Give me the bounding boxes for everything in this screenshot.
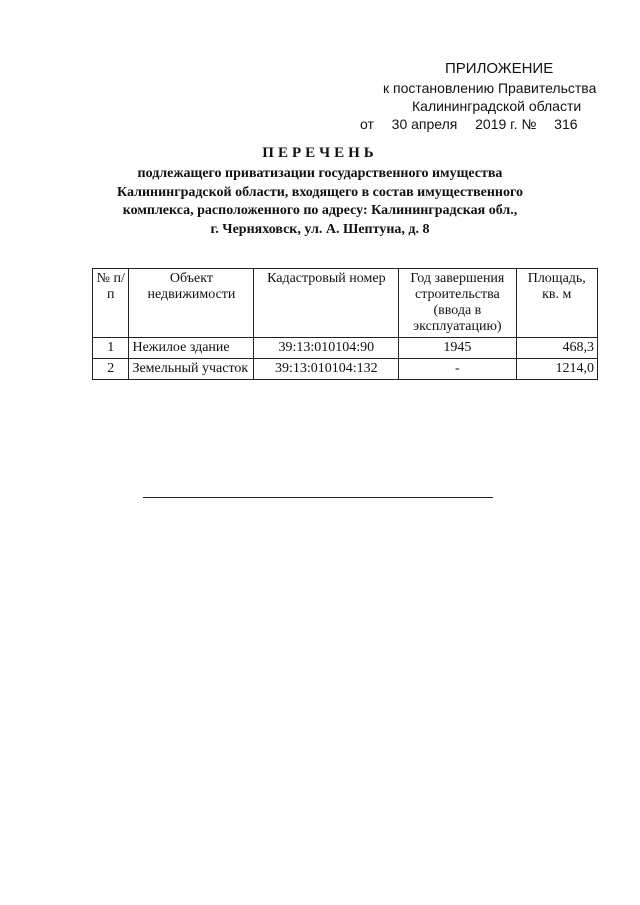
document-title: ПЕРЕЧЕНЬ	[262, 145, 378, 161]
subtitle-line: г. Черняховск, ул. А. Шептуна, д. 8	[210, 221, 430, 237]
document-subtitle	[100, 165, 540, 239]
cell-year: 1945	[399, 338, 516, 359]
cell-year: -	[399, 359, 516, 380]
date-day-month: 30 апреля	[391, 116, 458, 132]
cell-number: 1	[93, 338, 129, 359]
column-header-area: Площадь, кв. м	[516, 269, 597, 338]
column-header-year: Год завершения строительства (ввода в эксплуатацию)	[399, 269, 516, 338]
appendix-region-line: Калининградской области	[412, 98, 582, 114]
table-header-row	[93, 269, 598, 338]
appendix-label: ПРИЛОЖЕНИЕ	[445, 60, 554, 77]
table-row	[93, 338, 598, 359]
subtitle-line: Калининградской области, входящего в состав имущественного	[117, 184, 523, 200]
column-header-number: № п/п	[93, 269, 129, 338]
table-row	[93, 359, 598, 380]
number-label: №	[521, 116, 537, 132]
appendix-date-line	[360, 115, 578, 133]
subtitle-line: комплекса, расположенного по адресу: Калининградская обл.,	[122, 203, 518, 218]
cell-area: 1214,0	[516, 359, 597, 380]
cell-cadastral: 39:13:010104:90	[254, 338, 399, 359]
subtitle-line: подлежащего приватизации государственного имущества	[137, 166, 503, 181]
cell-object: Земельный участок	[129, 359, 254, 380]
date-year: 2019 г.	[475, 116, 518, 132]
appendix-reference-line: к постановлению Правительства	[383, 80, 597, 96]
date-prefix: от	[360, 116, 374, 132]
resolution-number: 316	[554, 116, 578, 132]
cell-number: 2	[93, 359, 129, 380]
cell-area: 468,3	[516, 338, 597, 359]
column-header-object: Объект недвижимости	[129, 269, 254, 338]
property-table	[92, 268, 598, 380]
cell-object: Нежилое здание	[129, 338, 254, 359]
column-header-cadastral: Кадастровый номер	[254, 269, 399, 338]
closing-rule	[143, 497, 493, 498]
cell-cadastral: 39:13:010104:132	[254, 359, 399, 380]
